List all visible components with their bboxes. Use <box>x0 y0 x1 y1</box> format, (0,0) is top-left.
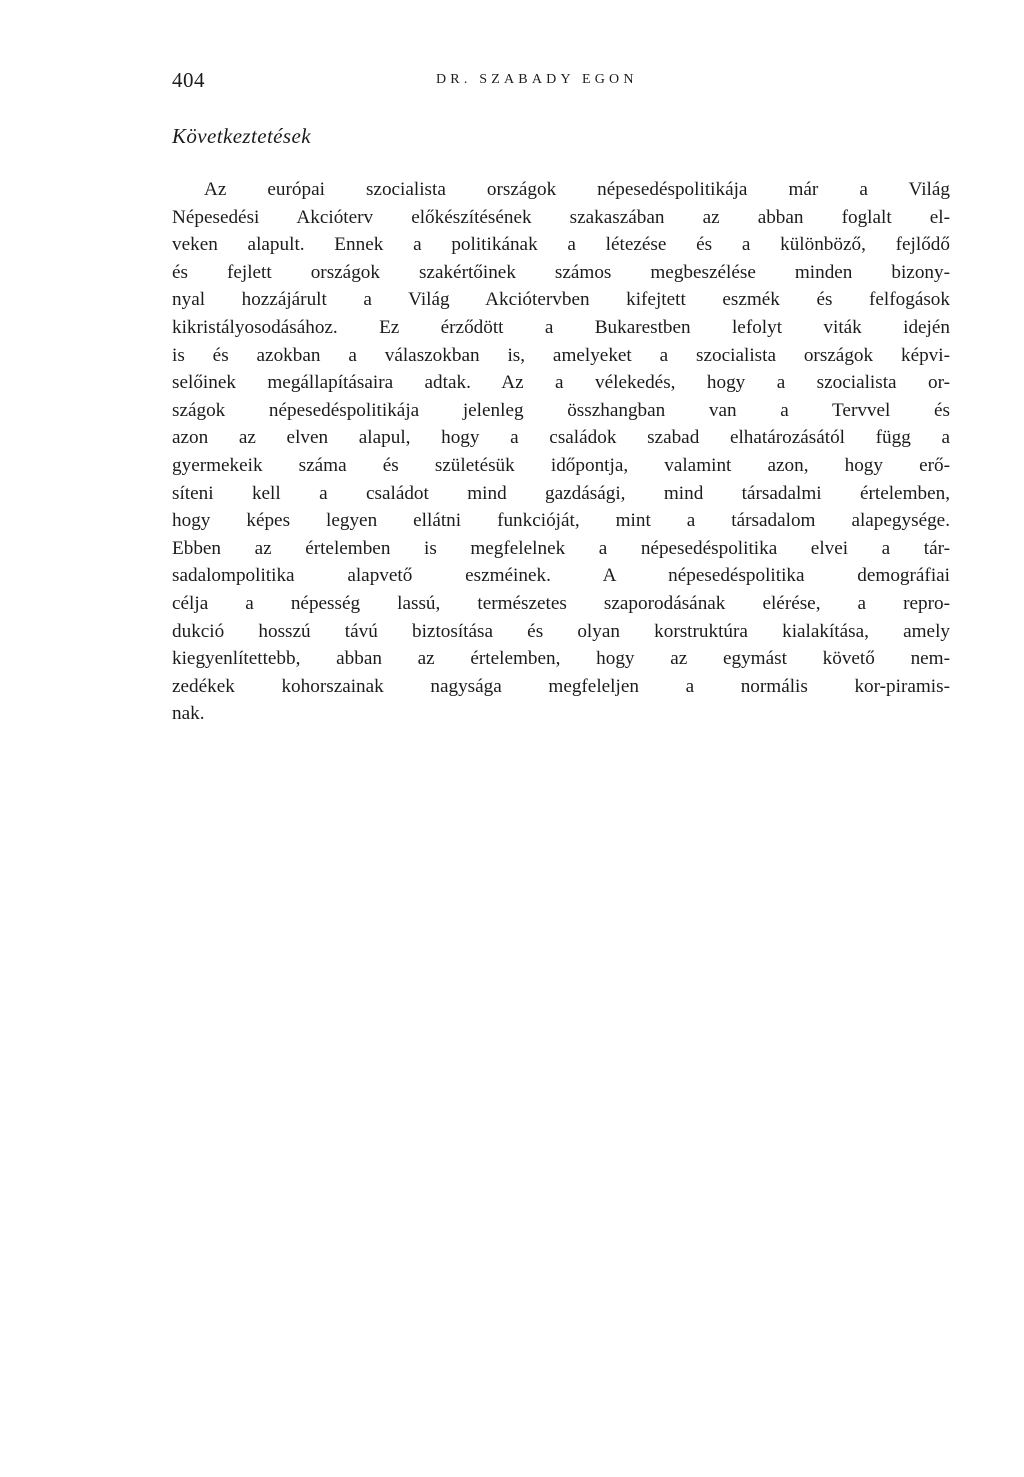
paragraph-line: és fejlett országok szakértőinek számos megbeszélése minden bizony- <box>172 261 950 283</box>
paragraph-line: zedékek kohorszainak nagysága megfeleljen a normális kor-piramis- <box>172 675 950 697</box>
paragraph-line: dukció hosszú távú biztosítása és olyan korstruktúra kialakítása, amely <box>172 620 950 642</box>
page-number: 404 <box>172 68 205 92</box>
paragraph-line: azon az elven alapul, hogy a családok szabad elhatározásától függ a <box>172 427 950 449</box>
paragraph-line: Ebben az értelemben is megfelelnek a népesedéspolitika elvei a tár- <box>172 537 950 559</box>
paragraph-line: Az európai szocialista országok népesedéspolitikája már a Világ <box>204 179 950 200</box>
paragraph-line: nak. <box>172 703 205 725</box>
running-header <box>172 66 950 96</box>
paragraph-line: kiegyenlítettebb, abban az értelemben, hogy az egymást követő nem- <box>172 648 950 670</box>
paragraph-line: sadalompolitika alapvető eszméinek. A népesedéspolitika demográfiai <box>172 565 950 587</box>
paragraph-line: gyermekeik száma és születésük időpontja, valamint azon, hogy erő- <box>172 454 950 476</box>
running-head-author: DR. SZABADY EGON <box>436 72 638 87</box>
paragraph-line: veken alapult. Ennek a politikának a létezése és a különböző, fejlődő <box>172 234 950 256</box>
paragraph-line: célja a népesség lassú, természetes szaporodásának elérése, a repro- <box>172 592 950 614</box>
section-title: Következtetések <box>172 124 311 148</box>
paragraph-line: kikristályosodásához. Ez érződött a Bukarestben lefolyt viták idején <box>172 316 950 338</box>
body-paragraph <box>172 176 950 728</box>
paragraph-line: szágok népesedéspolitikája jelenleg összhangban van a Tervvel és <box>172 399 950 421</box>
paragraph-line: is és azokban a válaszokban is, amelyeket a szocialista országok képvi- <box>172 344 950 366</box>
paragraph-line: nyal hozzájárult a Világ Akciótervben kifejtett eszmék és felfogások <box>172 289 950 311</box>
paragraph-line: Népesedési Akcióterv előkészítésének szakaszában az abban foglalt el- <box>172 206 950 228</box>
paragraph-line: síteni kell a családot mind gazdásági, mind társadalmi értelemben, <box>172 482 950 504</box>
paragraph-line: hogy képes legyen ellátni funkcióját, mint a társadalom alapegysége. <box>172 510 950 532</box>
paragraph-line: selőinek megállapításaira adtak. Az a vélekedés, hogy a szocialista or- <box>172 372 950 394</box>
